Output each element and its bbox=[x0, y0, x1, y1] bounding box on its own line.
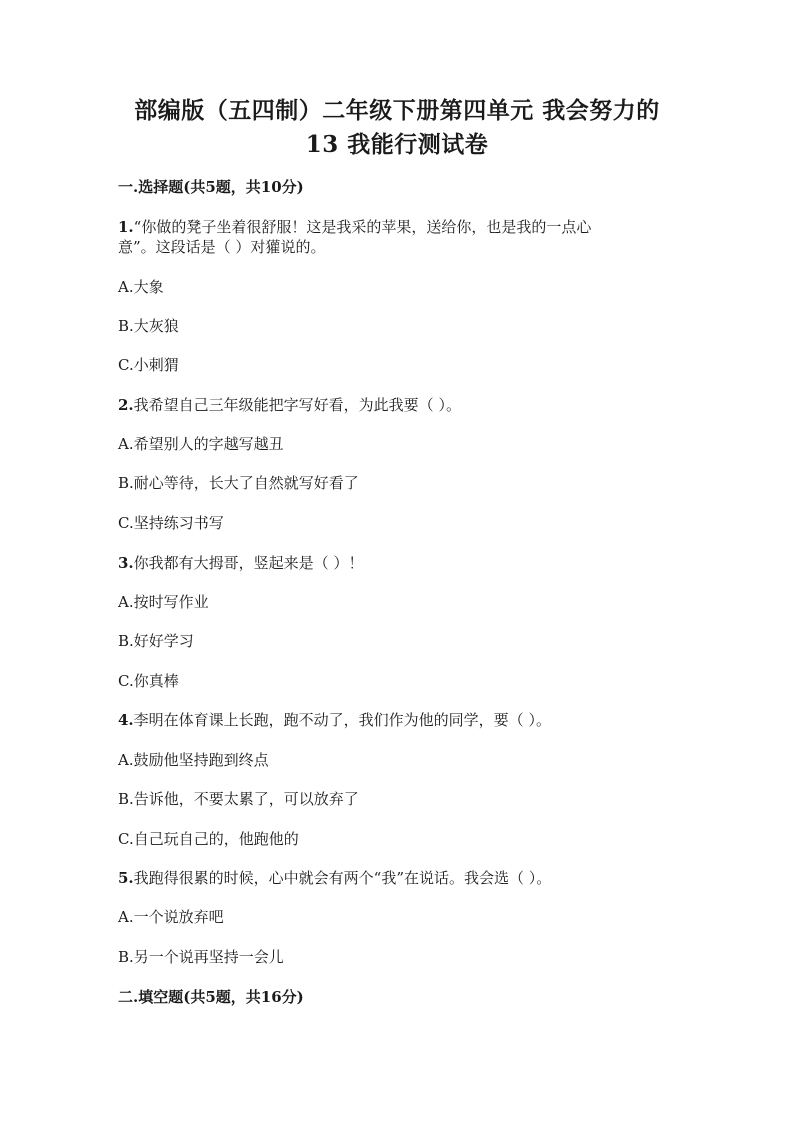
question-1-option-c: C.小刺猬 bbox=[118, 356, 179, 374]
question-text: 我希望自己三年级能把字写好看，为此我要（ ）。 bbox=[133, 396, 461, 414]
question-4-option-c: C.自己玩自己的，他跑他的 bbox=[118, 830, 299, 848]
question-1-option-a: A.大象 bbox=[118, 278, 164, 296]
section-heading-multiple-choice: 一.选择题(共5题，共10分) bbox=[118, 178, 304, 196]
question-4-option-a: A.鼓励他坚持跑到终点 bbox=[118, 751, 269, 769]
document-title-line-1: 部编版（五四制）二年级下册第四单元 我会努力的 bbox=[134, 97, 660, 124]
question-3-option-a: A.按时写作业 bbox=[118, 593, 209, 611]
question-1-stem bbox=[118, 217, 591, 237]
question-text: 我跑得很累的时候，心中就会有两个“我”在说话。我会选（ ）。 bbox=[133, 869, 552, 887]
question-5-stem bbox=[118, 868, 551, 888]
question-3-option-c: C.你真棒 bbox=[118, 672, 179, 690]
question-number: 4. bbox=[118, 711, 134, 729]
question-3-option-b: B.好好学习 bbox=[118, 632, 194, 650]
question-4-stem bbox=[118, 710, 551, 730]
document-title-line-2: 13 我能行测试卷 bbox=[305, 131, 489, 158]
question-1-option-b: B.大灰狼 bbox=[118, 317, 179, 335]
question-text: 李明在体育课上长跑，跑不动了，我们作为他的同学，要（ ）。 bbox=[133, 711, 551, 729]
question-number: 1. bbox=[118, 218, 134, 236]
question-3-stem bbox=[118, 553, 363, 573]
question-number: 5. bbox=[118, 869, 134, 887]
question-2-option-a: A.希望别人的字越写越丑 bbox=[118, 435, 284, 453]
question-text: “你做的凳子坐着很舒服！这是我采的苹果，送给你，也是我的一点心 bbox=[133, 218, 592, 236]
question-1-stem-continued: 意”。这段话是（ ）对獾说的。 bbox=[118, 238, 326, 256]
section-heading-fill-in: 二.填空题(共5题，共16分) bbox=[118, 988, 304, 1006]
question-2-option-b: B.耐心等待，长大了自然就写好看了 bbox=[118, 474, 359, 492]
question-5-option-b: B.另一个说再坚持一会儿 bbox=[118, 948, 284, 966]
question-2-stem bbox=[118, 395, 461, 415]
question-2-option-c: C.坚持练习书写 bbox=[118, 514, 224, 532]
question-number: 2. bbox=[118, 396, 134, 414]
question-text: 你我都有大拇哥，竖起来是（ ）！ bbox=[133, 554, 364, 572]
question-5-option-a: A.一个说放弃吧 bbox=[118, 908, 224, 926]
question-number: 3. bbox=[118, 554, 134, 572]
question-4-option-b: B.告诉他，不要太累了，可以放弃了 bbox=[118, 790, 359, 808]
